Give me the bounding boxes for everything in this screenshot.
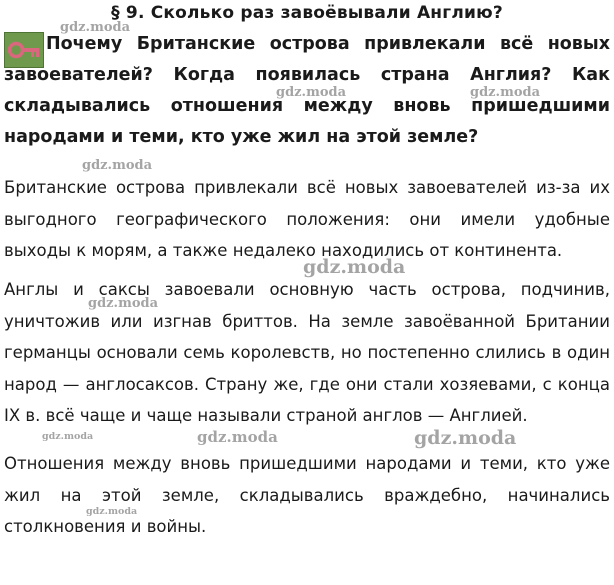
- watermark: gdz.moda: [86, 506, 138, 517]
- answer-paragraph-3: Отношения между вновь пришедшими народами и теми, кто уже жил на этой земле, складывались враждебно, начинались столкновения и войны.: [4, 454, 610, 536]
- answer-paragraph-2: Англы и саксы завоевали основную часть острова, подчинив, уничтожив или изгнав бриттов. На земле завоёванной Британии германцы основали семь королевств, но постепенно слились в один народ — англосаксов. Страну же, где они стали хозяевами, с конца IX в. всё чаще и чаще называли страной англов — Англией.: [4, 280, 610, 425]
- watermark: gdz.moda: [414, 427, 517, 449]
- watermark: gdz.moda: [42, 431, 94, 442]
- watermark: gdz.moda: [88, 296, 159, 311]
- watermark: gdz.moda: [276, 85, 347, 100]
- answer-paragraph-1: Британские острова привлекали всё новых завоевателей из-за их выгодного географического положения: они имели удобные выходы к морям, а также недалеко находились от континента.: [4, 178, 610, 260]
- watermark: gdz.moda: [470, 85, 541, 100]
- watermark: gdz.moda: [60, 20, 131, 35]
- watermark: gdz.moda: [303, 256, 406, 278]
- icon-indent: [4, 48, 46, 49]
- watermark: gdz.moda: [197, 428, 278, 446]
- question-text: [4, 29, 610, 153]
- question-body: Почему Британские острова привлекали всё новых завоевателей? Когда появилась страна Англия? Как складывались отношения между вновь пришедшими народами и теми, кто уже жил на этой земле?: [4, 34, 610, 147]
- section-title: § 9. Сколько раз завоёвывали Англию?: [111, 3, 503, 23]
- watermark: gdz.moda: [82, 158, 153, 173]
